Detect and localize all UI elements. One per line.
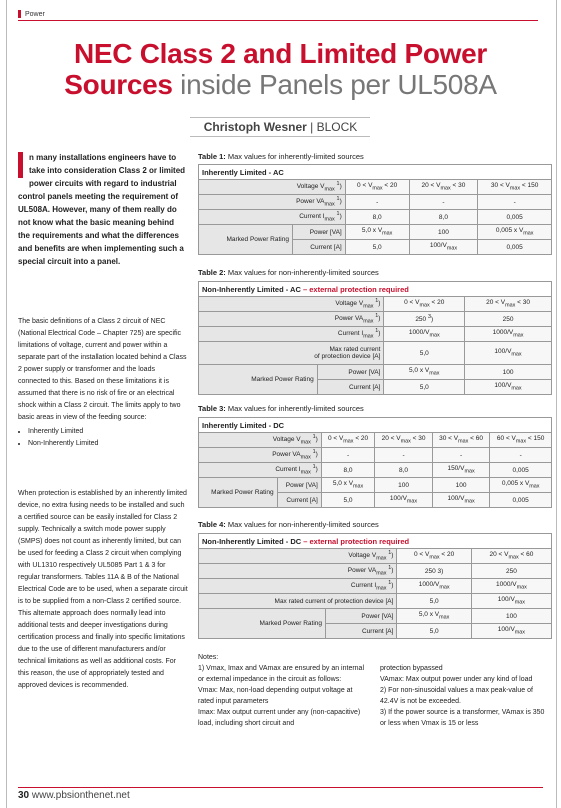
author-company: | BLOCK (306, 120, 358, 134)
table-cell: 8,0 (375, 463, 433, 478)
source-type-list (18, 426, 188, 450)
notes-block (198, 652, 552, 727)
table-cell: 5,0 x $V_{max}$ (345, 225, 409, 240)
table-cell: Marked Power Rating (199, 365, 318, 395)
table-cell: Voltage $V_{max}$ $^1$) (199, 297, 384, 312)
article-title (0, 38, 561, 100)
table-cell: 100 (471, 609, 551, 624)
notes-title: Notes: (198, 654, 219, 661)
table-cell: $100/V_{max}$ (432, 493, 490, 508)
table3 (198, 417, 552, 508)
author-line (0, 120, 561, 134)
table-cell: $20 < V_{max} < 30$ (375, 433, 433, 448)
table-cell: Marked Power Rating (199, 225, 293, 255)
table1-header: Inherently Limited - AC (199, 165, 552, 180)
table3-header: Inherently Limited - DC (199, 418, 552, 433)
note-1: 1) Vmax, Imax and VAmax are ensured by an internal or external impedance in the circuit as follows: (198, 665, 365, 683)
table-cell: Current [A] (277, 493, 321, 508)
lead-paragraph (18, 151, 188, 268)
table-cell: 5,0 x $V_{max}$ (397, 609, 471, 624)
table1-caption: Table 1: Max values for inherently-limited sources (198, 152, 364, 161)
table-cell: Power $VA_{max}$ $^1$) (199, 448, 322, 463)
table-cell: Current $I_{max}$ $^1$) (199, 210, 346, 225)
lead-text: n many installations engineers have to take into consideration Class 2 or limited power circuits with regard to industrial control panels meeting the requirement of UL508A. However, many of them really do not know what the basic meaning behind the requirements and what the differences and benefits are when implementing such a special circuit into a panel. (18, 153, 186, 266)
table-cell: Current $I_{max}$ $^1$) (199, 327, 384, 342)
note-1d: VAmax: Max output power under any kind of load (380, 676, 533, 683)
table-cell: Power [VA] (317, 365, 384, 380)
drop-cap-bar (18, 152, 23, 178)
table-cell: $100/V_{max}$ (409, 240, 478, 255)
table-cell: $100/V_{max}$ (471, 624, 551, 639)
section-tag (18, 10, 538, 21)
table-cell: 100 (375, 478, 433, 493)
table-cell: Voltage $V_{max}$ $^1$) (199, 433, 322, 448)
table-cell: 8,0 (321, 463, 374, 478)
table2 (198, 281, 552, 395)
note-1c: protection bypassed (380, 665, 443, 672)
table-cell: $150/V_{max}$ (432, 463, 490, 478)
table-cell: $20 < V_{max} < 30$ (409, 180, 478, 195)
table-cell: $0 < V_{max} < 20$ (384, 297, 465, 312)
table3-caption: Table 3: Max values for inherently-limited sources (198, 404, 364, 413)
table-cell: 5,0 (384, 380, 465, 395)
table-cell: 8,0 (345, 210, 409, 225)
footer-rule (18, 787, 543, 788)
table-cell: 0,005 (490, 493, 552, 508)
table-cell: Power $VA_{max}$ $^1$) (199, 195, 346, 210)
table2-header: Non-Inherently Limited - AC – external protection required (199, 282, 552, 297)
title-line1: NEC Class 2 and Limited Power (74, 38, 487, 69)
table-cell: Power $VA_{max}$ $^1$) (199, 564, 397, 579)
table-cell: - (321, 448, 374, 463)
table-cell: Marked Power Rating (199, 478, 278, 508)
title-line2-bold: Sources (64, 69, 173, 100)
table-cell: 0,005 x $V_{max}$ (478, 225, 552, 240)
table-cell: Current $I_{max}$ $^1$) (199, 579, 397, 594)
table-cell: Voltage $V_{max}$ $^1$) (199, 549, 397, 564)
table-cell: - (345, 195, 409, 210)
table1 (198, 164, 552, 255)
table-cell: 8,0 (409, 210, 478, 225)
author-rule-bottom (190, 136, 370, 137)
table-cell: $100/V_{max}$ (375, 493, 433, 508)
footer-url: www.pbsionthenet.net (29, 790, 130, 801)
table-cell: 5,0 (397, 624, 471, 639)
table-cell: 5,0 x $V_{max}$ (321, 478, 374, 493)
table-cell: Current $I_{max}$ $^1$) (199, 463, 322, 478)
table-cell: 5,0 x $V_{max}$ (384, 365, 465, 380)
table-cell: $1000/V_{max}$ (397, 579, 471, 594)
table-cell: - (490, 448, 552, 463)
table-cell: 250 3) (397, 564, 471, 579)
table-cell: 250 (471, 564, 551, 579)
table-cell: $100/V_{max}$ (471, 594, 551, 609)
table-cell: Current [A] (326, 624, 397, 639)
table4 (198, 533, 552, 639)
author-rule-top (190, 117, 370, 118)
table4-header: Non-Inherently Limited - DC – external protection required (199, 534, 552, 549)
table-cell: 100 (432, 478, 490, 493)
para1-text: The basic definitions of a Class 2 circuit of NEC (National Electrical Code – Chapter 725) are specific limitations of voltage, current and power within a separate part of the installation located behind a Class 2 power supply or transformer and the loads connected to this. Based on these limitations it is assumed that there is no risk of fire or an electrical shock within a Class 2 circuit. The limits apply to two basic areas in view of the feeding source: (18, 318, 187, 421)
table-cell: $0 < V_{max} < 20$ (345, 180, 409, 195)
list-item: • Non-Inherently Limited (28, 438, 188, 450)
table-cell: $20 < V_{max} < 30$ (465, 297, 552, 312)
table-cell: Power [VA] (292, 225, 345, 240)
note-2: 2) For non-sinusoidal values a max peak-value of 42.4V is not be exceeded. (380, 687, 533, 705)
list-item: • Inherently Limited (28, 426, 188, 438)
table-cell: $20 < V_{max} < 60$ (471, 549, 551, 564)
table2-caption: Table 2: Max values for non-inherently-limited sources (198, 268, 379, 277)
page-number: 30 (18, 790, 30, 801)
table-cell: $1000/V_{max}$ (384, 327, 465, 342)
table-cell: $60 < V_{max} < 150$ (490, 433, 552, 448)
table-cell: 5,0 (384, 342, 465, 365)
table-cell: 0,005 (490, 463, 552, 478)
table-cell: $0 < V_{max} < 20$ (397, 549, 471, 564)
body-paragraph-1 (18, 316, 188, 450)
table-cell: Current [A] (317, 380, 384, 395)
table-cell: 100 (409, 225, 478, 240)
table-cell: $100/V_{max}$ (465, 380, 552, 395)
notes-col-right (380, 663, 550, 729)
table-cell: Current [A] (292, 240, 345, 255)
table-cell: 0,005 (478, 240, 552, 255)
note-1b: Imax: Max output current under any (non-capacitive) load, including short circuit and (198, 709, 361, 727)
note-3: 3) If the power source is a transformer, VAmax is 350 or less when Vmax is 15 or less (380, 709, 545, 727)
table-cell: $30 < V_{max} < 60$ (432, 433, 490, 448)
table-cell: Power $VA_{max}$ $^1$) (199, 312, 384, 327)
table-cell: 5,0 (397, 594, 471, 609)
table-cell: - (432, 448, 490, 463)
body-paragraph-2: When protection is established by an inherently limited device, no extra fusing needs to be installed and such a certified source can be easily installed for Class 2 supply. Technically a switch mode power supply (SMPS) does not count as inherently limited, but can be used for feeding a Class 2 circuit when complying with UL1310 respectively UL5085 Part 1 & 3 for regular transformers. Tables 11A & B of the National Electrical Code are to be used, when a separate circuit is to be supplied from a non-Class 2 certified source. This alternate approach does normally lead into additional tests and deeper investigations during certification process and finally into specific limitations due to the use of different manufacturers and/or technical limitations as well as additional costs. For this reason, the use of appropriately tested and approved devices is recommended. (18, 490, 188, 689)
table-cell: Max rated current of protection device [A] (199, 594, 397, 609)
table-cell: - (478, 195, 552, 210)
table-cell: $30 < V_{max} < 150$ (478, 180, 552, 195)
table-cell: Marked Power Rating (199, 609, 326, 639)
table-cell: 5,0 (345, 240, 409, 255)
table-cell: 250 (465, 312, 552, 327)
table4-caption: Table 4: Max values for non-inherently-limited sources (198, 520, 379, 529)
table-cell: 250 $^3$) (384, 312, 465, 327)
table-cell: 5,0 (321, 493, 374, 508)
title-line2-light: inside Panels per UL508A (172, 69, 497, 100)
table-cell: Voltage $V_{max}$ $^1$) (199, 180, 346, 195)
author-name: Christoph Wesner (203, 120, 307, 134)
table-cell: Power [VA] (326, 609, 397, 624)
table-cell: Power [VA] (277, 478, 321, 493)
table-cell: $100/V_{max}$ (465, 342, 552, 365)
table-cell: 0,005 (478, 210, 552, 225)
note-1a: Vmax: Max, non-load depending output voltage at rated input parameters (198, 687, 353, 705)
notes-col-left (198, 663, 368, 729)
table-cell: $0 < V_{max} < 20$ (321, 433, 374, 448)
page-footer (18, 790, 130, 801)
table-cell: $1000/V_{max}$ (471, 579, 551, 594)
table-cell: Max rated current of protection device [A] (199, 342, 384, 365)
table-cell: - (375, 448, 433, 463)
table-cell: 0,005 x $V_{max}$ (490, 478, 552, 493)
table-cell: - (409, 195, 478, 210)
table-cell: 100 (465, 365, 552, 380)
section-label: Power (25, 10, 45, 18)
table-cell: $1000/V_{max}$ (465, 327, 552, 342)
